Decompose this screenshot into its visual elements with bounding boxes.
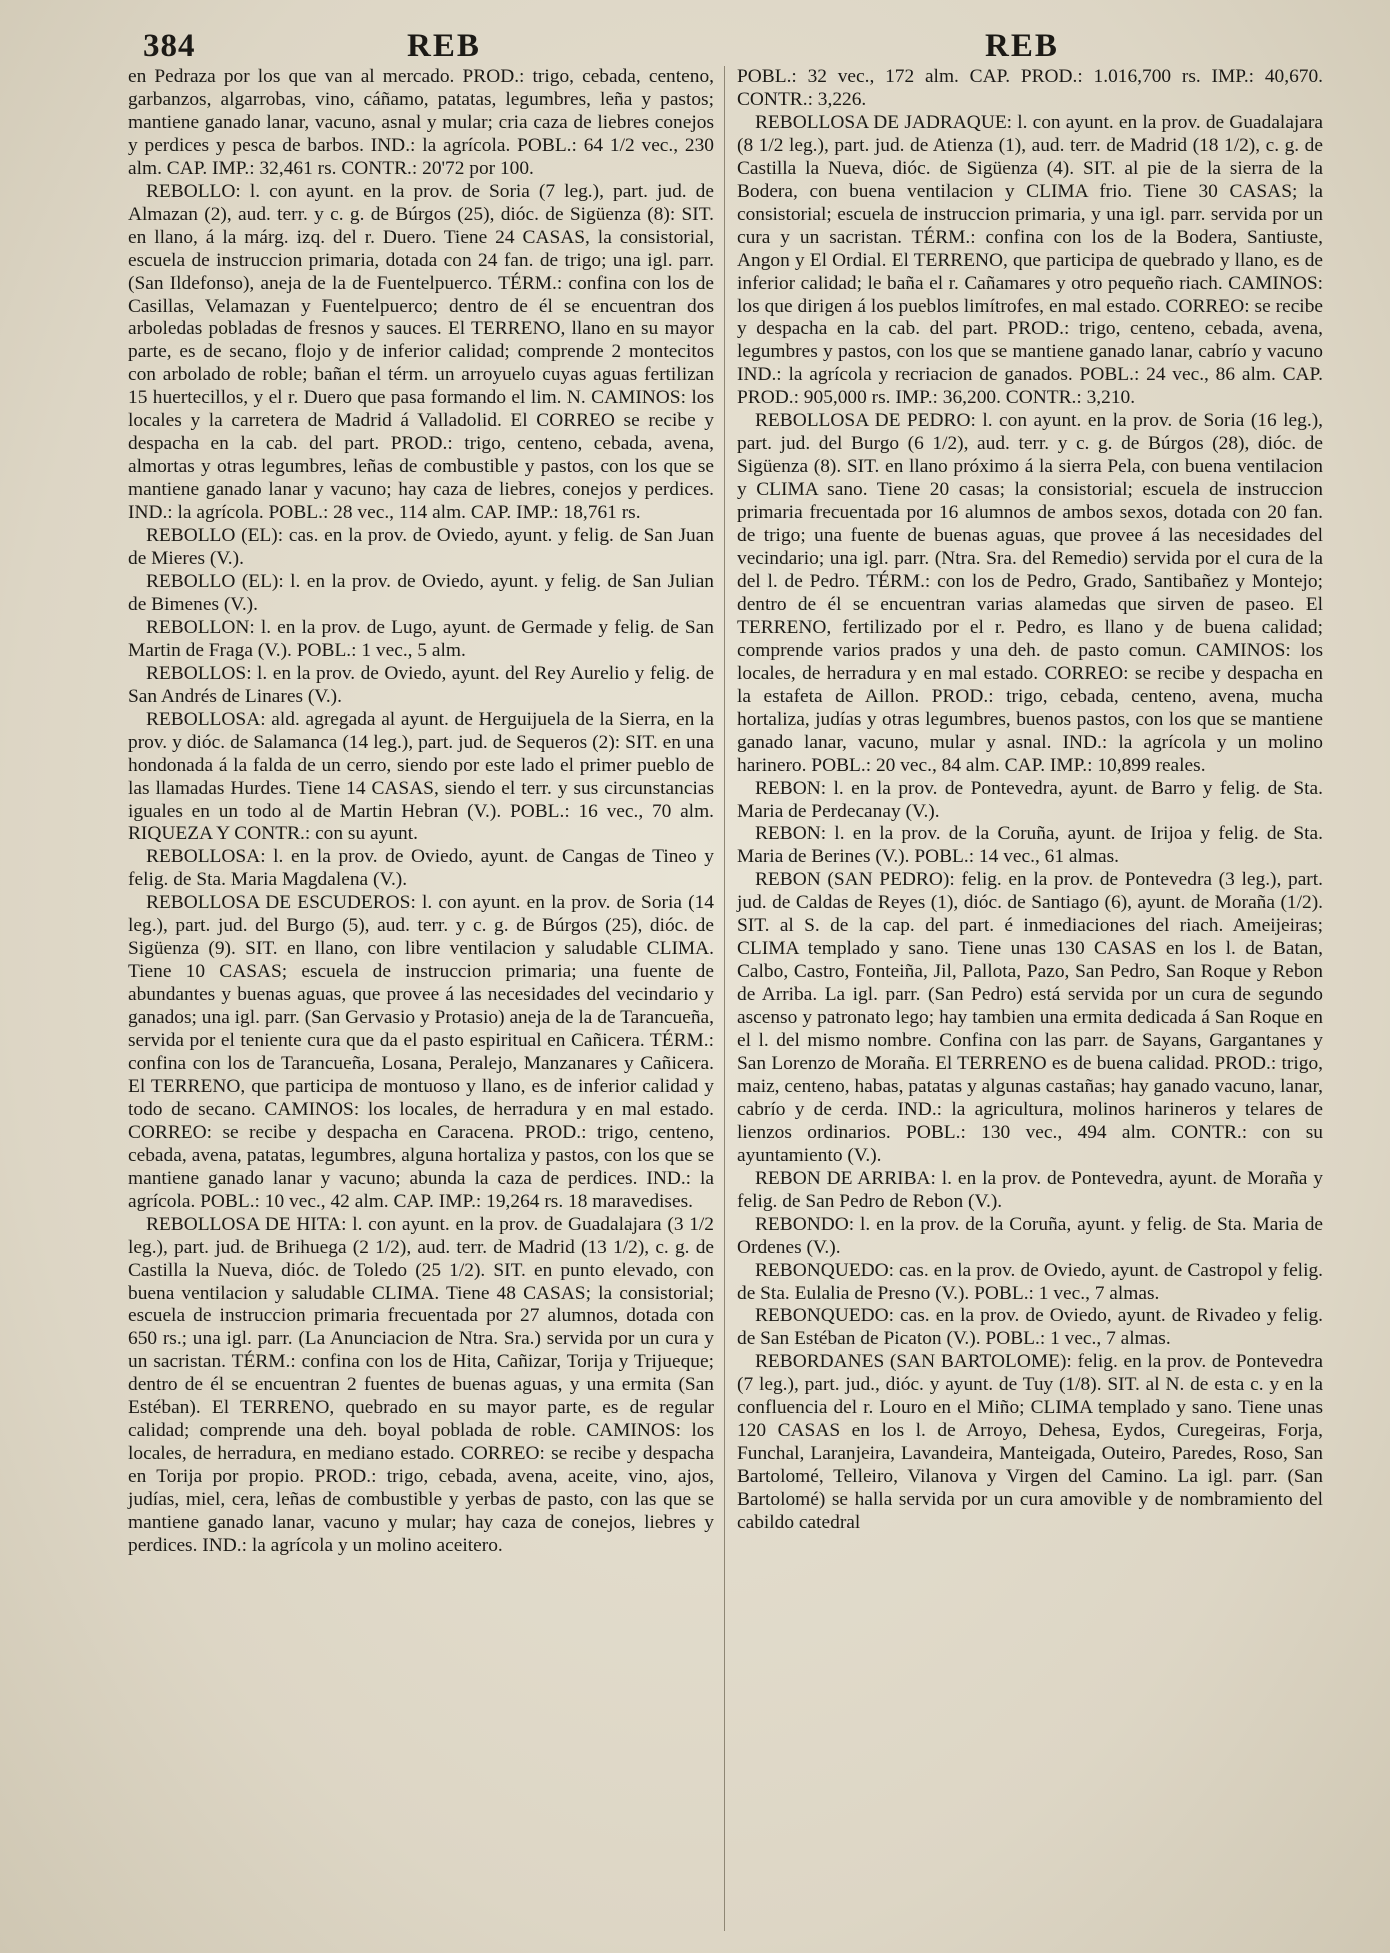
right-column: [737, 66, 1323, 1535]
entry-text: en Pedraza por los que van al mercado. PROD.: trigo, cebada, centeno, garbanzos, algarrobas, vino, cáñamo, patatas, legumbres, leña y pastos; mantiene ganado lanar, vacuno, asnal y mular; cria caza de liebres conejos y perdices y pesca de barbos. IND.: la agrícola. POBL.: 64 1/2 vec., 230 alm. CAP. IMP.: 32,461 rs. CONTR.: 20'72 por 100.: [128, 66, 714, 179]
entry-text: REBONQUEDO: cas. en la prov. de Oviedo, ayunt. de Rivadeo y felig. de San Estéban de Picaton (V.). POBL.: 1 vec., 7 almas.: [737, 1305, 1323, 1350]
left-column: [128, 66, 714, 1558]
entry-text: REBOLLOSA: ald. agregada al ayunt. de Herguijuela de la Sierra, en la prov. y dióc. de Salamanca (14 leg.), part. jud. de Sequeros (2): SIT. en una hondonada á la falda de un cerro, siendo por este lado el primer pueblo de las llamadas Hurdes. Tiene 14 CASAS, siendo el terr. y sus circunstancias iguales en un todo al de Martin Hebran (V.). POBL.: 16 vec., 70 alm. RIQUEZA Y CONTR.: con su ayunt.: [128, 708, 714, 845]
entry-text: REBON (SAN PEDRO): felig. en la prov. de Pontevedra (3 leg.), part. jud. de Caldas de Reyes (1), dióc. de Santiago (6), ayunt. de Moraña (1/2). SIT. al S. de la cap. del part. é inmediaciones del riach. Ameijeiras; CLIMA templado y sano. Tiene unas 130 CASAS en los l. de Batan, Calbo, Castro, Fonteiña, Jil, Pallota, Pazo, San Pedro, San Roque y Rebon de Arriba. La igl. parr. (San Pedro) está servida por un cura de segundo ascenso y patronato lego; hay tambien una ermita dedicada á San Roque en el l. del mismo nombre. Confina con las parr. de Sayans, Gargantanes y San Lorenzo de Moraña. El TERRENO es de buena calidad. PROD.: trigo, maiz, centeno, habas, patatas y algunas castañas; hay ganado vacuno, lanar, cabrío y de cerda. IND.: la agricultura, molinos harineros y telares de lienzos ordinarios. POBL.: 130 vec., 494 alm. CONTR.: con su ayuntamiento (V.).: [737, 869, 1323, 1166]
entry-text: REBORDANES (SAN BARTOLOME): felig. en la prov. de Pontevedra (7 leg.), part. jud., dióc. y ayunt. de Tuy (1/8). SIT. al N. de esta c. y en la confluencia del r. Louro en el Miño; CLIMA templado y sano. Tiene unas 120 CASAS en los l. de Arroyo, Dehesa, Eydos, Curegeiras, Forja, Funchal, Laranjeira, Lavandeira, Manteigada, Outeiro, Paredes, Roso, San Bartolomé, Telleiro, Vilanova y Virgen del Camino. La igl. parr. (San Bartolomé) se halla servida por un cura amovible y de nombramiento del cabildo catedral: [737, 1351, 1323, 1534]
running-head-left: REB: [407, 28, 481, 64]
entry-text: REBOLLOSA DE ESCUDEROS: l. con ayunt. en la prov. de Soria (14 leg.), part. jud. del Burgo (5), aud. terr. y c. g. de Búrgos (25), dióc. de Sigüenza (9). SIT. en llano, con libre ventilacion y saludable CLIMA. Tiene 10 CASAS; escuela de instruccion primaria; una fuente de abundantes y buenas aguas, que provee á las necesidades del vecindario y ganados; una igl. parr. (San Gervasio y Protasio) aneja de la de Tarancueña, servida por el teniente cura que da el pasto espiritual en Cañicera. TÉRM.: confina con los de Tarancueña, Losana, Peralejo, Manzanares y Cañicera. El TERRENO, que participa de montuoso y llano, es de inferior calidad y todo de secano. CAMINOS: los locales, de herradura y en mal estado. CORREO: se recibe y despacha en Caracena. PROD.: trigo, centeno, cebada, avena, patatas, legumbres, alguna hortaliza y pastos, con los que se mantiene ganado lanar y vacuno; abunda la caza de perdices. IND.: la agrícola. POBL.: 10 vec., 42 alm. CAP. IMP.: 19,264 rs. 18 maravedises.: [128, 892, 714, 1212]
entry-text: REBON DE ARRIBA: l. en la prov. de Pontevedra, ayunt. de Moraña y felig. de San Pedro de Rebon (V.).: [737, 1167, 1323, 1212]
entry-text: REBOLLOSA DE JADRAQUE: l. con ayunt. en la prov. de Guadalajara (8 1/2 leg.), part. jud. de Atienza (1), aud. terr. de Madrid (18 1/2), c. g. de Castilla la Nueva, dióc. de Sigüenza (4). SIT. al pie de la sierra de la Bodera, con buena ventilacion y CLIMA frio. Tiene 30 CASAS; la consistorial; escuela de instruccion primaria, y una igl. parr. servida por un cura y un sacristan. TÉRM.: confina con los de la Bodera, Santiuste, Angon y El Ordial. El TERRENO, que participa de quebrado y llano, es de inferior calidad; le baña el r. Cañamares y otro pequeño riach. CAMINOS: los que dirigen á los pueblos limítrofes, en mal estado. CORREO: se recibe y despacha en la cab. del part. PROD.: trigo, centeno, cebada, avena, legumbres y pastos, con los que se mantiene ganado lanar, cabrío y vacuno IND.: la agrícola y recriacion de ganados. POBL.: 24 vec., 86 alm. CAP. PROD.: 905,000 rs. IMP.: 36,200. CONTR.: 3,210.: [737, 111, 1323, 409]
entry-text: REBOLLOSA DE PEDRO: l. con ayunt. en la prov. de Soria (16 leg.), part. jud. del Burgo (6 1/2), aud. terr. y c. g. de Búrgos (28), dióc. de Sigüenza (8). SIT. en llano próximo á la sierra Pela, con buena ventilacion y CLIMA sano. Tiene 20 casas; la consistorial; escuela de instruccion primaria frecuentada por 16 alumnos de ambos sexos, dotada con 20 fan. de trigo; una fuente de buenas aguas, que provee á las necesidades del vecindario; una igl. parr. (Ntra. Sra. del Remedio) servida por el cura de la del l. de Pedro. TÉRM.: con los de Pedro, Grado, Santibañez y Montejo; dentro de él se encuentran varias alamedas que sirven de paseo. El TERRENO, fertilizado por el r. Pedro, es llano y de buena calidad; comprende varios prados y una deh. de pasto comun. CAMINOS: los locales, de herradura y en mal estado. CORREO: se recibe y despacha en la estafeta de Aillon. PROD.: trigo, cebada, centeno, avena, mucha hortaliza, judías y otras legumbres, buenos pastos, con los que se mantiene ganado lanar, vacuno, mular y asnal. IND.: la agrícola y un molino harinero. POBL.: 20 vec., 84 alm. CAP. IMP.: 10,899 reales.: [737, 410, 1323, 776]
entry-text: REBOLLOSA DE HITA: l. con ayunt. en la prov. de Guadalajara (3 1/2 leg.), part. jud. de Brihuega (2 1/2), aud. terr. de Madrid (13 1/2), c. g. de Castilla la Nueva, dióc. de Toledo (25 1/2). SIT. en punto elevado, con buena ventilacion y saludable CLIMA. Tiene 48 CASAS; la consistorial; escuela de instruccion primaria frecuentada por 27 alumnos, dotada con 650 rs.; una igl. parr. (La Anunciacion de Ntra. Sra.) servida por un cura y un sacristan. TÉRM.: confina con los de Hita, Cañizar, Torija y Trijueque; dentro de él se encuentran 2 fuentes de buenas aguas, y una ermita (San Estéban). El TERRENO, quebrado en su mayor parte, es de regular calidad; comprende una deh. boyal poblada de roble. CAMINOS: los locales, de herradura, en mediano estado. CORREO: se recibe y despacha en Torija por propio. PROD.: trigo, cebada, avena, aceite, vino, ajos, judías, miel, cera, leñas de combustible y yerbas de pasto, con las que se mantiene ganado lanar, vacuno y mular; hay caza de conejos, liebres y perdices. IND.: la agrícola y un molino aceitero.: [128, 1213, 714, 1556]
entry-text: POBL.: 32 vec., 172 alm. CAP. PROD.: 1.016,700 rs. IMP.: 40,670. CONTR.: 3,226.: [737, 66, 1323, 110]
running-head-right: REB: [985, 28, 1059, 64]
entry-text: REBONDO: l. en la prov. de la Coruña, ayunt. y felig. de Sta. Maria de Ordenes (V.).: [737, 1213, 1323, 1258]
entry-text: REBOLLO: l. con ayunt. en la prov. de Soria (7 leg.), part. jud. de Almazan (2), aud. terr. y c. g. de Búrgos (25), dióc. de Sigüenza (8): SIT. en llano, á la márg. izq. del r. Duero. Tiene 24 CASAS, la consistorial, escuela de instruccion primaria, dotada con 24 fan. de trigo; una igl. parr. (San Ildefonso), aneja de la de Fuentelpuerco. TÉRM.: confina con los de Casillas, Velamazan y Fuentelpuerco; dentro de él se encuentran dos arboledas pobladas de fresnos y sauces. El TERRENO, llano en su mayor parte, es de secano, flojo y de inferior calidad; comprende 2 montecitos con arbolado de roble; bañan el térm. un arroyuelo cuyas aguas fertilizan 15 huertecillos, y el r. Duero que pasa formando el lim. N. CAMINOS: los locales y la carretera de Madrid á Valladolid. El CORREO se recibe y despacha en la cab. del part. PROD.: trigo, centeno, cebada, avena, almortas y otras legumbres, leñas de combustible y pastos, con los que se mantiene ganado lanar y vacuno; hay caza de liebres, conejos y perdices. IND.: la agrícola. POBL.: 28 vec., 114 alm. CAP. IMP.: 18,761 rs.: [128, 180, 714, 524]
entry-text: REBON: l. en la prov. de Pontevedra, ayunt. de Barro y felig. de Sta. Maria de Perdecanay (V.).: [737, 777, 1323, 822]
column-divider: [724, 66, 725, 1931]
entry-text: REBONQUEDO: cas. en la prov. de Oviedo, ayunt. de Castropol y felig. de Sta. Eulalia de Presno (V.). POBL.: 1 vec., 7 almas.: [737, 1259, 1323, 1304]
entry-text: REBON: l. en la prov. de la Coruña, ayunt. de Irijoa y felig. de Sta. Maria de Berines (V.). POBL.: 14 vec., 61 almas.: [737, 823, 1323, 868]
entry-text: REBOLLON: l. en la prov. de Lugo, ayunt. de Germade y felig. de San Martin de Fraga (V.). POBL.: 1 vec., 5 alm.: [128, 616, 714, 661]
entry-text: REBOLLO (EL): l. en la prov. de Oviedo, ayunt. y felig. de San Julian de Bimenes (V.).: [128, 570, 714, 615]
entry-text: REBOLLOSA: l. en la prov. de Oviedo, ayunt. de Cangas de Tineo y felig. de Sta. Maria Magdalena (V.).: [128, 846, 714, 891]
entry-text: REBOLLOS: l. en la prov. de Oviedo, ayunt. del Rey Aurelio y felig. de San Andrés de Linares (V.).: [128, 662, 714, 707]
page-number: 384: [143, 28, 196, 64]
entry-text: REBOLLO (EL): cas. en la prov. de Oviedo, ayunt. y felig. de San Juan de Mieres (V.).: [128, 525, 714, 570]
